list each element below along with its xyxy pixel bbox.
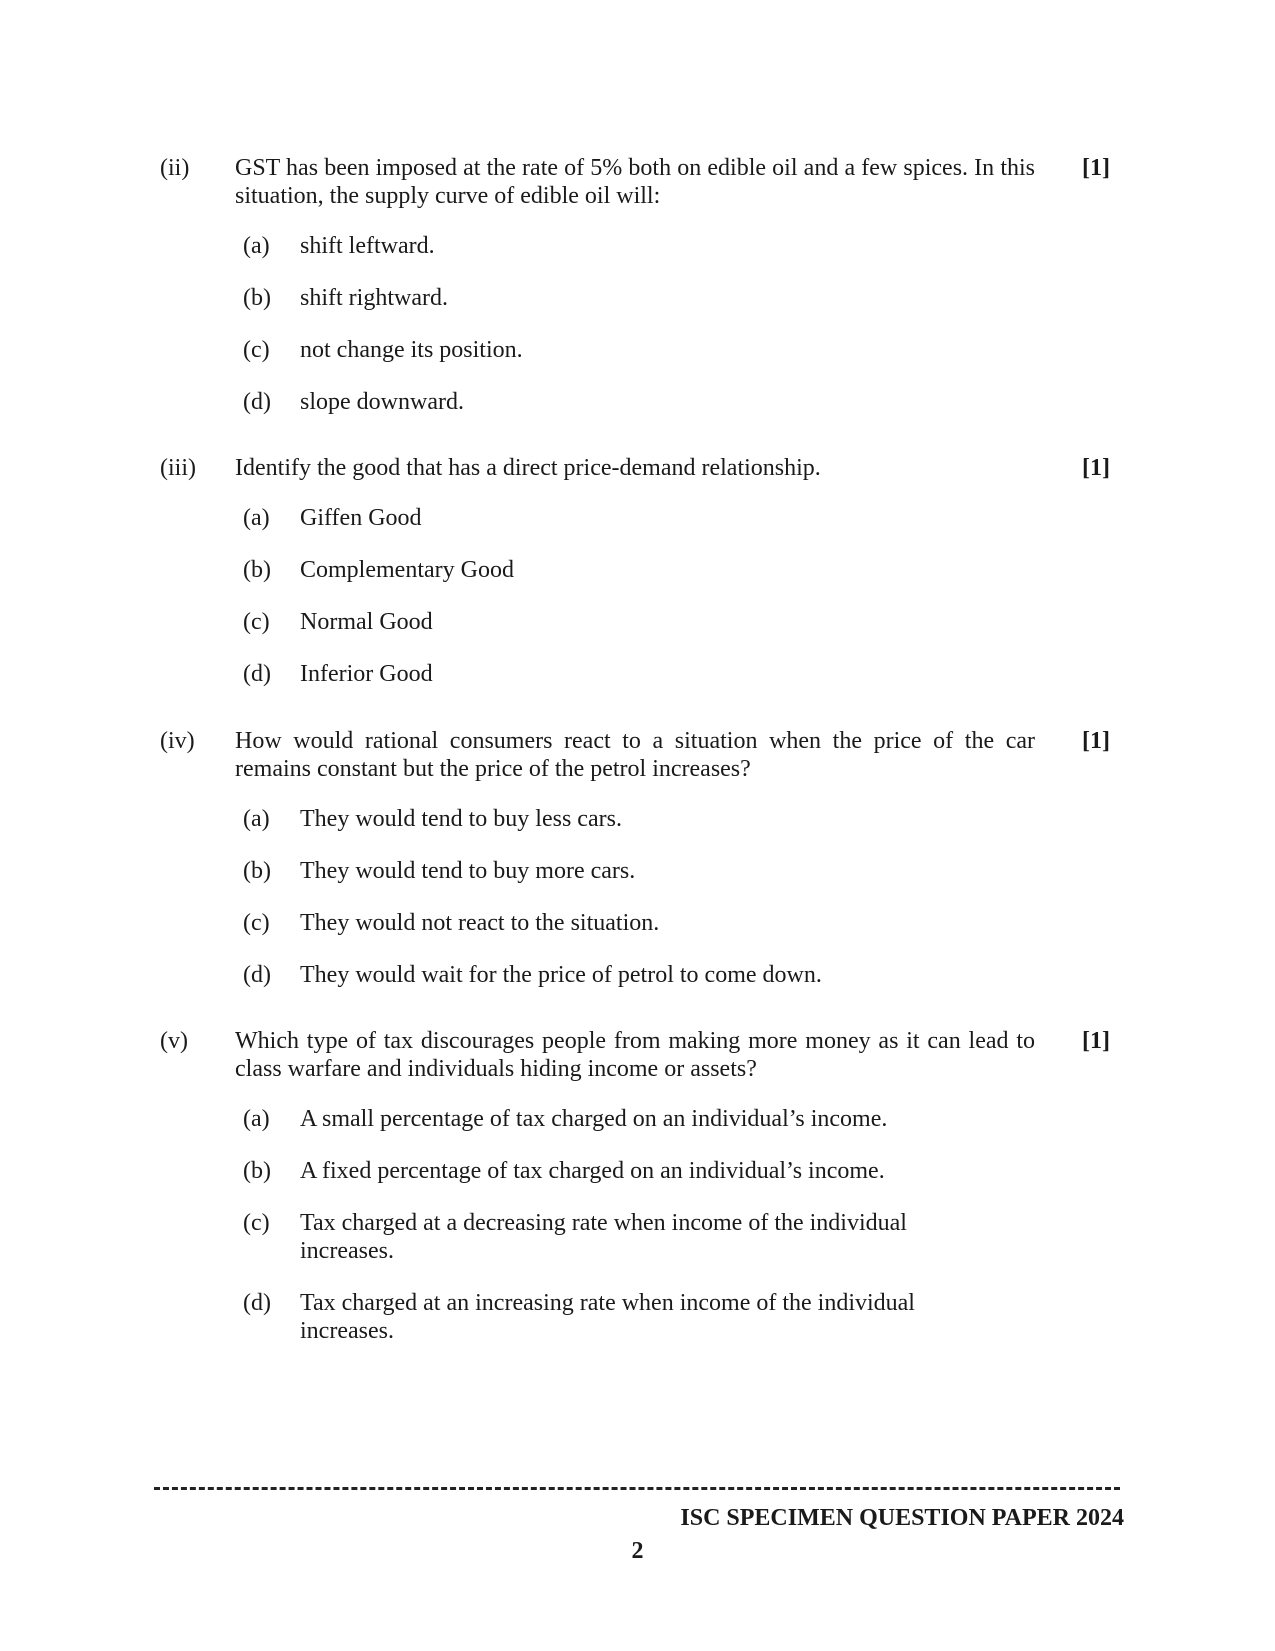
question-header <box>160 727 1110 783</box>
question-text: Identify the good that has a direct price-demand relationship. <box>235 455 821 481</box>
option-text: Giffen Good <box>300 505 422 531</box>
option-label: (c) <box>243 609 270 635</box>
option-c <box>243 909 1110 937</box>
question-number: (ii) <box>160 155 190 181</box>
option-b <box>243 1157 1110 1185</box>
option-label: (a) <box>243 1106 270 1132</box>
question-header <box>160 1027 1110 1083</box>
question-header <box>160 454 1110 482</box>
option-label: (a) <box>243 233 270 259</box>
option-b <box>243 857 1110 885</box>
option-d <box>243 388 1110 416</box>
question-iii <box>160 454 1110 712</box>
option-label: (d) <box>243 962 271 988</box>
option-c <box>243 1209 1110 1265</box>
option-text: shift leftward. <box>300 233 435 259</box>
option-text: Tax charged at an increasing rate when income of the individual increases. <box>300 1290 915 1344</box>
option-a <box>243 504 1110 532</box>
option-d <box>243 961 1110 989</box>
option-text: Normal Good <box>300 609 433 635</box>
option-label: (b) <box>243 557 271 583</box>
question-iv <box>160 727 1110 1013</box>
footer-divider <box>154 1487 1120 1490</box>
option-d <box>243 1289 1110 1345</box>
question-marks: [1] <box>1082 455 1110 481</box>
option-text: Inferior Good <box>300 661 433 687</box>
question-header <box>160 154 1110 210</box>
option-c <box>243 608 1110 636</box>
option-text: A fixed percentage of tax charged on an individual’s income. <box>300 1158 885 1184</box>
option-label: (b) <box>243 285 271 311</box>
option-text: They would tend to buy less cars. <box>300 806 622 832</box>
option-d <box>243 660 1110 688</box>
option-label: (d) <box>243 1290 271 1316</box>
question-number: (iii) <box>160 455 196 481</box>
option-text: shift rightward. <box>300 285 448 311</box>
question-marks: [1] <box>1082 1028 1110 1054</box>
option-text: slope downward. <box>300 389 464 415</box>
option-list <box>243 232 1110 416</box>
option-list <box>243 805 1110 989</box>
option-text: Complementary Good <box>300 557 514 583</box>
option-a <box>243 232 1110 260</box>
question-number: (v) <box>160 1028 188 1054</box>
option-text: They would wait for the price of petrol to come down. <box>300 962 822 988</box>
question-text: GST has been imposed at the rate of 5% both on edible oil and a few spices. In this situation, the supply curve of edible oil will: <box>235 155 1035 209</box>
option-c <box>243 336 1110 364</box>
option-text: They would not react to the situation. <box>300 910 660 936</box>
option-label: (c) <box>243 910 270 936</box>
option-b <box>243 556 1110 584</box>
question-number: (iv) <box>160 728 195 754</box>
option-text: A small percentage of tax charged on an individual’s income. <box>300 1106 888 1132</box>
option-label: (d) <box>243 661 271 687</box>
question-text: How would rational consumers react to a situation when the price of the car remains constant but the price of the petrol increases? <box>235 728 1035 782</box>
question-marks: [1] <box>1082 728 1110 754</box>
question-text: Which type of tax discourages people from making more money as it can lead to class warfare and individuals hiding income or assets? <box>235 1028 1035 1082</box>
option-text: not change its position. <box>300 337 523 363</box>
footer-title: ISC SPECIMEN QUESTION PAPER 2024 <box>680 1505 1124 1531</box>
option-a <box>243 805 1110 833</box>
question-ii <box>160 154 1110 440</box>
option-label: (a) <box>243 806 270 832</box>
option-list <box>243 504 1110 688</box>
page-number: 2 <box>631 1538 644 1564</box>
option-list <box>243 1105 1110 1345</box>
question-marks: [1] <box>1082 155 1110 181</box>
option-text: They would tend to buy more cars. <box>300 858 636 884</box>
question-v <box>160 1027 1110 1369</box>
option-label: (d) <box>243 389 271 415</box>
option-label: (c) <box>243 337 270 363</box>
option-label: (c) <box>243 1210 270 1236</box>
option-label: (b) <box>243 1158 271 1184</box>
option-label: (b) <box>243 858 271 884</box>
option-text: Tax charged at a decreasing rate when income of the individual increases. <box>300 1210 907 1264</box>
option-label: (a) <box>243 505 270 531</box>
option-a <box>243 1105 1110 1133</box>
option-b <box>243 284 1110 312</box>
